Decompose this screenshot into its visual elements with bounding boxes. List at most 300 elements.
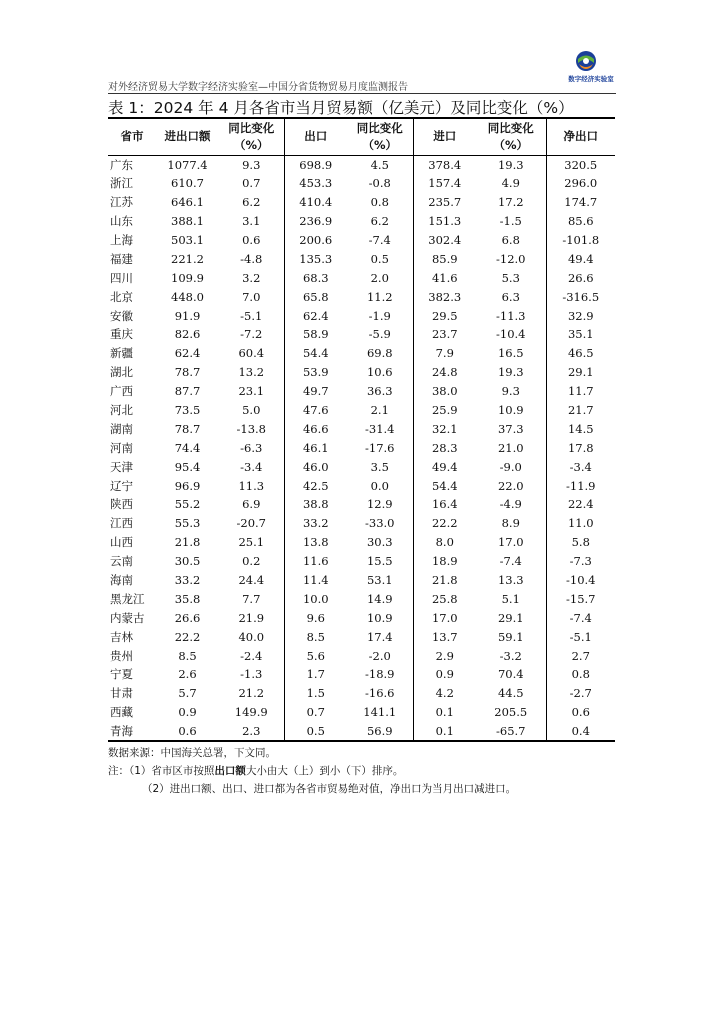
cell-province: 浙江 <box>110 176 133 191</box>
cell-export: 53.9 <box>284 363 347 382</box>
notes <box>108 744 516 798</box>
cell-net-export: -3.4 <box>546 457 615 476</box>
cell-export-yoy: -5.9 <box>368 327 391 342</box>
cell-total: 8.5 <box>178 648 197 663</box>
cell-province: 河北 <box>110 403 133 418</box>
cell-import-yoy: -12.0 <box>496 251 526 266</box>
cell-import-yoy: -4.9 <box>499 497 522 512</box>
cell-export: 42.5 <box>284 476 347 495</box>
cell-total-yoy: -13.8 <box>236 421 266 436</box>
cell-export-yoy: -31.4 <box>365 421 395 436</box>
note-1-prefix: 注：（1）省市区市按照 <box>108 765 215 777</box>
header-import-yoy <box>476 118 546 155</box>
cell-total-yoy: 0.7 <box>242 176 261 191</box>
cell-export-yoy: 53.1 <box>366 573 393 588</box>
cell-export-yoy: 10.9 <box>366 610 393 625</box>
cell-net-export: -316.5 <box>546 287 615 306</box>
cell-export: 10.0 <box>284 589 347 608</box>
cell-export-yoy: 56.9 <box>366 723 393 738</box>
cell-total: 78.7 <box>174 365 201 380</box>
cell-total: 503.1 <box>171 233 204 247</box>
cell-import: 18.9 <box>413 552 476 571</box>
cell-total-yoy: 6.2 <box>242 195 261 210</box>
cell-export-yoy: 30.3 <box>366 535 393 550</box>
cell-import: 0.1 <box>413 703 476 722</box>
cell-import-yoy: -65.7 <box>496 723 526 738</box>
cell-export-yoy: 10.6 <box>366 365 393 380</box>
table-row <box>108 287 615 306</box>
cell-export: 453.3 <box>284 174 347 193</box>
cell-import: 25.9 <box>413 401 476 420</box>
cell-total: 73.5 <box>174 403 201 418</box>
cell-export-yoy: 4.5 <box>370 157 389 172</box>
table-row <box>108 627 615 646</box>
table-row <box>108 552 615 571</box>
cell-export: 62.4 <box>284 306 347 325</box>
cell-total-yoy: 3.1 <box>242 214 261 229</box>
cell-import-yoy: 19.3 <box>497 157 524 172</box>
cell-total: 91.9 <box>174 308 201 323</box>
cell-net-export: 35.1 <box>546 325 615 344</box>
cell-export: 410.4 <box>284 193 347 212</box>
cell-total-yoy: 21.2 <box>238 686 265 701</box>
cell-import: 0.1 <box>413 722 476 741</box>
cell-total: 388.1 <box>171 214 204 229</box>
lab-logo <box>562 50 620 84</box>
cell-total: 78.7 <box>174 421 201 436</box>
cell-export-yoy: 0.0 <box>370 478 389 493</box>
cell-import: 0.9 <box>413 665 476 684</box>
cell-import: 49.4 <box>413 457 476 476</box>
cell-net-export: -5.1 <box>546 627 615 646</box>
cell-import: 38.0 <box>413 382 476 401</box>
cell-export: 46.0 <box>284 457 347 476</box>
cell-net-export: 11.7 <box>546 382 615 401</box>
cell-total: 96.9 <box>174 478 201 493</box>
cell-net-export: 174.7 <box>546 193 615 212</box>
cell-export: 38.8 <box>284 495 347 514</box>
cell-province: 海南 <box>110 573 133 588</box>
cell-import: 54.4 <box>413 476 476 495</box>
cell-import-yoy: -9.0 <box>499 459 522 474</box>
cell-total: 646.1 <box>171 195 204 210</box>
cell-import-yoy: 10.9 <box>497 403 524 418</box>
cell-total: 0.6 <box>178 723 197 738</box>
cell-import-yoy: -1.5 <box>499 214 522 229</box>
header-total-yoy-line1: 同比变化 <box>228 120 275 135</box>
page-header <box>108 74 616 94</box>
cell-import-yoy: 6.3 <box>501 289 520 304</box>
cell-import-yoy: 5.1 <box>501 591 520 606</box>
cell-import-yoy: 17.0 <box>497 535 524 550</box>
cell-import: 25.8 <box>413 589 476 608</box>
cell-import: 21.8 <box>413 571 476 590</box>
cell-province: 安徽 <box>110 308 133 323</box>
cell-export-yoy: 6.2 <box>370 214 389 229</box>
table-row <box>108 268 615 287</box>
table-row <box>108 457 615 476</box>
data-source-note: 数据来源：中国海关总署，下文同。 <box>108 747 276 759</box>
cell-import: 17.0 <box>413 608 476 627</box>
table-row <box>108 174 615 193</box>
cell-import-yoy: 4.9 <box>501 176 520 191</box>
cell-total: 21.8 <box>174 535 201 550</box>
cell-province: 北京 <box>110 289 133 304</box>
cell-net-export: 46.5 <box>546 344 615 363</box>
cell-total: 26.6 <box>174 610 201 625</box>
cell-net-export: 296.0 <box>546 174 615 193</box>
cell-import-yoy: 5.3 <box>501 270 520 285</box>
table-row <box>108 382 615 401</box>
cell-import-yoy: -10.4 <box>496 327 526 342</box>
cell-import: 302.4 <box>413 231 476 250</box>
cell-import: 7.9 <box>413 344 476 363</box>
cell-import-yoy: 13.3 <box>497 573 524 588</box>
cell-import: 22.2 <box>413 514 476 533</box>
cell-net-export: 0.4 <box>546 722 615 741</box>
cell-export: 46.6 <box>284 419 347 438</box>
cell-province: 吉林 <box>110 629 133 644</box>
table-row <box>108 325 615 344</box>
cell-export-yoy: -7.4 <box>368 233 391 247</box>
header-export-yoy-line2: （%） <box>362 137 398 152</box>
note-1-bold: 出口额 <box>214 765 246 777</box>
cell-import-yoy: 16.5 <box>497 346 524 361</box>
cell-total-yoy: -6.3 <box>240 440 263 455</box>
cell-export-yoy: -17.6 <box>365 440 395 455</box>
cell-import: 13.7 <box>413 627 476 646</box>
cell-total-yoy: 149.9 <box>234 705 268 720</box>
table-title: 表 1：2024 年 4 月各省市当月贸易额（亿美元）及同比变化（%） <box>108 99 574 117</box>
cell-import: 32.1 <box>413 419 476 438</box>
table-row <box>108 419 615 438</box>
cell-total-yoy: -5.1 <box>240 308 263 323</box>
cell-net-export: 22.4 <box>546 495 615 514</box>
cell-export: 200.6 <box>284 231 347 250</box>
cell-total-yoy: 40.0 <box>238 629 265 644</box>
cell-total: 109.9 <box>171 270 204 285</box>
table-row <box>108 476 615 495</box>
cell-province: 广西 <box>110 384 133 399</box>
cell-export: 13.8 <box>284 533 347 552</box>
table-row <box>108 193 615 212</box>
header-rule <box>108 93 616 94</box>
cell-export-yoy: 2.0 <box>370 270 389 285</box>
cell-import-yoy: 19.3 <box>497 365 524 380</box>
cell-export-yoy: 14.9 <box>366 591 393 606</box>
cell-total-yoy: 2.3 <box>242 723 261 738</box>
cell-export-yoy: 11.2 <box>366 289 393 304</box>
table-row <box>108 533 615 552</box>
cell-import-yoy: 59.1 <box>497 629 524 644</box>
cell-province: 福建 <box>110 251 133 266</box>
table-row <box>108 495 615 514</box>
cell-net-export: 85.6 <box>546 212 615 231</box>
cell-net-export: 21.7 <box>546 401 615 420</box>
cell-total-yoy: 6.9 <box>242 497 261 512</box>
cell-export: 54.4 <box>284 344 347 363</box>
cell-net-export: 49.4 <box>546 249 615 268</box>
table-row <box>108 571 615 590</box>
cell-total-yoy: 7.7 <box>242 591 261 606</box>
cell-total: 30.5 <box>174 554 201 569</box>
cell-export-yoy: 2.1 <box>370 403 389 418</box>
cell-import-yoy: 17.2 <box>497 195 524 210</box>
cell-net-export: 0.8 <box>546 665 615 684</box>
cell-export-yoy: 36.3 <box>366 384 393 399</box>
header-net-export: 净出口 <box>546 118 615 155</box>
cell-province: 江苏 <box>110 195 133 210</box>
header-import-yoy-line2: （%） <box>493 137 529 152</box>
running-title: 对外经济贸易大学数字经济实验室—中国分省货物贸易月度监测报告 <box>108 82 408 93</box>
cell-export: 9.6 <box>284 608 347 627</box>
cell-export: 47.6 <box>284 401 347 420</box>
cell-export: 8.5 <box>284 627 347 646</box>
cell-province: 宁夏 <box>110 667 133 682</box>
cell-import: 235.7 <box>413 193 476 212</box>
cell-province: 四川 <box>110 270 133 285</box>
cell-net-export: -15.7 <box>546 589 615 608</box>
cell-net-export: -2.7 <box>546 684 615 703</box>
cell-export: 236.9 <box>284 212 347 231</box>
cell-export: 0.7 <box>284 703 347 722</box>
cell-export: 1.7 <box>284 665 347 684</box>
cell-export: 135.3 <box>284 249 347 268</box>
cell-net-export: -10.4 <box>546 571 615 590</box>
cell-export-yoy: -1.9 <box>368 308 391 323</box>
note-1 <box>108 762 516 780</box>
logo-text: 数字经济实验室 <box>568 75 614 83</box>
cell-total: 62.4 <box>174 346 201 361</box>
table-row <box>108 703 615 722</box>
cell-import: 23.7 <box>413 325 476 344</box>
cell-total: 35.8 <box>174 591 201 606</box>
cell-net-export: 32.9 <box>546 306 615 325</box>
cell-export: 698.9 <box>284 155 347 174</box>
cell-total-yoy: -1.3 <box>240 667 263 682</box>
cell-total: 5.7 <box>178 686 197 701</box>
cell-export-yoy: 15.5 <box>366 554 393 569</box>
cell-net-export: 11.0 <box>546 514 615 533</box>
cell-total-yoy: -7.2 <box>240 327 263 342</box>
cell-province: 陕西 <box>110 497 133 512</box>
header-export: 出口 <box>284 118 347 155</box>
note-1-suffix: 大小由大（上）到小（下）排序。 <box>245 765 404 777</box>
cell-export: 68.3 <box>284 268 347 287</box>
table-row <box>108 608 615 627</box>
table-row <box>108 722 615 741</box>
cell-net-export: -7.3 <box>546 552 615 571</box>
trade-table <box>108 117 615 742</box>
header-export-yoy <box>347 118 413 155</box>
cell-export-yoy: -2.0 <box>368 648 391 663</box>
cell-export-yoy: 12.9 <box>366 497 393 512</box>
table-row <box>108 231 615 250</box>
cell-total-yoy: 23.1 <box>238 384 265 399</box>
cell-total-yoy: 13.2 <box>238 365 265 380</box>
cell-total-yoy: -3.4 <box>240 459 263 474</box>
note-2: （2）进出口额、出口、进口都为各省市贸易绝对值，净出口为当月出口减进口。 <box>142 783 517 795</box>
table-row <box>108 155 615 174</box>
header-import: 进口 <box>413 118 476 155</box>
cell-net-export: 2.7 <box>546 646 615 665</box>
cell-province: 青海 <box>110 723 133 738</box>
cell-province: 山西 <box>110 535 133 550</box>
table-row <box>108 401 615 420</box>
cell-import-yoy: -11.3 <box>496 308 526 323</box>
cell-total-yoy: 60.4 <box>238 346 265 361</box>
table-row <box>108 646 615 665</box>
cell-import: 24.8 <box>413 363 476 382</box>
cell-export-yoy: 3.5 <box>370 459 389 474</box>
cell-export-yoy: -18.9 <box>365 667 395 682</box>
cell-import: 378.4 <box>413 155 476 174</box>
header-total: 进出口额 <box>164 129 211 144</box>
cell-total: 95.4 <box>174 459 201 474</box>
cell-total: 610.7 <box>171 176 204 191</box>
cell-export-yoy: 17.4 <box>366 629 393 644</box>
globe-logo-icon <box>575 50 597 72</box>
cell-export-yoy: -33.0 <box>365 516 395 531</box>
cell-province: 天津 <box>110 459 133 474</box>
cell-total: 55.2 <box>174 497 201 512</box>
cell-total-yoy: -2.4 <box>240 648 263 663</box>
cell-export: 11.4 <box>284 571 347 590</box>
cell-import-yoy: 44.5 <box>497 686 524 701</box>
cell-export-yoy: -0.8 <box>368 176 391 191</box>
cell-province: 辽宁 <box>110 478 133 493</box>
cell-net-export: -11.9 <box>546 476 615 495</box>
cell-import-yoy: 21.0 <box>497 440 524 455</box>
cell-total-yoy: 9.3 <box>242 157 261 172</box>
cell-total-yoy: 5.0 <box>242 403 261 418</box>
cell-total-yoy: -4.8 <box>240 251 263 266</box>
cell-province: 云南 <box>110 554 133 569</box>
header-province: 省市 <box>120 129 144 144</box>
cell-province: 广东 <box>110 157 133 172</box>
cell-province: 河南 <box>110 440 133 455</box>
cell-export-yoy: 69.8 <box>366 346 393 361</box>
cell-net-export: -101.8 <box>546 231 615 250</box>
cell-total: 448.0 <box>171 289 204 304</box>
cell-province: 新疆 <box>110 346 133 361</box>
table-row <box>108 665 615 684</box>
cell-net-export: 29.1 <box>546 363 615 382</box>
cell-export-yoy: 0.5 <box>370 251 389 266</box>
cell-total-yoy: 3.2 <box>242 270 261 285</box>
header-import-yoy-line1: 同比变化 <box>487 120 534 135</box>
cell-net-export: -7.4 <box>546 608 615 627</box>
cell-province: 重庆 <box>110 327 133 342</box>
cell-province: 黑龙江 <box>110 591 145 606</box>
cell-province: 江西 <box>110 516 133 531</box>
table-row <box>108 212 615 231</box>
cell-export-yoy: 141.1 <box>363 705 397 720</box>
header-export-yoy-line1: 同比变化 <box>356 120 403 135</box>
cell-import-yoy: 205.5 <box>494 705 528 720</box>
cell-province: 湖北 <box>110 365 133 380</box>
table-row <box>108 684 615 703</box>
cell-export: 49.7 <box>284 382 347 401</box>
cell-export: 33.2 <box>284 514 347 533</box>
cell-total-yoy: -20.7 <box>236 516 266 531</box>
cell-import: 16.4 <box>413 495 476 514</box>
cell-total: 2.6 <box>178 667 197 682</box>
cell-net-export: 14.5 <box>546 419 615 438</box>
cell-total: 74.4 <box>174 440 201 455</box>
cell-import-yoy: 37.3 <box>497 421 524 436</box>
cell-import-yoy: 6.8 <box>501 233 520 247</box>
cell-import: 28.3 <box>413 438 476 457</box>
table-body <box>108 155 615 741</box>
header-total-yoy-line2: （%） <box>233 137 269 152</box>
cell-export: 11.6 <box>284 552 347 571</box>
cell-net-export: 0.6 <box>546 703 615 722</box>
table-row <box>108 306 615 325</box>
cell-province: 贵州 <box>110 648 133 663</box>
cell-import: 382.3 <box>413 287 476 306</box>
cell-import: 4.2 <box>413 684 476 703</box>
cell-province: 山东 <box>110 214 133 229</box>
cell-total-yoy: 25.1 <box>238 535 265 550</box>
cell-total: 33.2 <box>174 573 201 588</box>
cell-import: 41.6 <box>413 268 476 287</box>
cell-import: 2.9 <box>413 646 476 665</box>
cell-total: 221.2 <box>171 251 204 266</box>
cell-export-yoy: 0.8 <box>370 195 389 210</box>
header-total-yoy <box>219 118 284 155</box>
cell-export: 1.5 <box>284 684 347 703</box>
cell-import-yoy: -7.4 <box>499 554 522 569</box>
table-row <box>108 249 615 268</box>
table-header-row <box>108 118 615 155</box>
cell-total: 82.6 <box>174 327 201 342</box>
cell-total-yoy: 11.3 <box>238 478 265 493</box>
cell-import-yoy: -3.2 <box>499 648 522 663</box>
cell-total: 87.7 <box>174 384 201 399</box>
cell-net-export: 17.8 <box>546 438 615 457</box>
cell-import-yoy: 9.3 <box>501 384 520 399</box>
cell-import-yoy: 70.4 <box>497 667 524 682</box>
table-row <box>108 344 615 363</box>
cell-total-yoy: 24.4 <box>238 573 265 588</box>
cell-export: 58.9 <box>284 325 347 344</box>
cell-import: 151.3 <box>413 212 476 231</box>
cell-province: 甘肃 <box>110 686 133 701</box>
cell-import-yoy: 22.0 <box>497 478 524 493</box>
cell-province: 内蒙古 <box>110 610 145 625</box>
cell-import: 85.9 <box>413 249 476 268</box>
cell-export: 65.8 <box>284 287 347 306</box>
cell-import: 8.0 <box>413 533 476 552</box>
cell-export: 46.1 <box>284 438 347 457</box>
cell-total-yoy: 21.9 <box>238 610 265 625</box>
cell-import-yoy: 8.9 <box>501 516 520 531</box>
table-row <box>108 514 615 533</box>
cell-province: 上海 <box>110 233 133 247</box>
cell-total-yoy: 0.6 <box>242 233 261 247</box>
cell-total-yoy: 7.0 <box>242 289 261 304</box>
cell-import: 29.5 <box>413 306 476 325</box>
cell-import-yoy: 29.1 <box>497 610 524 625</box>
table-row <box>108 438 615 457</box>
cell-total: 1077.4 <box>167 157 208 172</box>
cell-total: 0.9 <box>178 705 197 720</box>
cell-net-export: 320.5 <box>546 155 615 174</box>
cell-export: 0.5 <box>284 722 347 741</box>
cell-net-export: 5.8 <box>546 533 615 552</box>
cell-total: 22.2 <box>174 629 201 644</box>
